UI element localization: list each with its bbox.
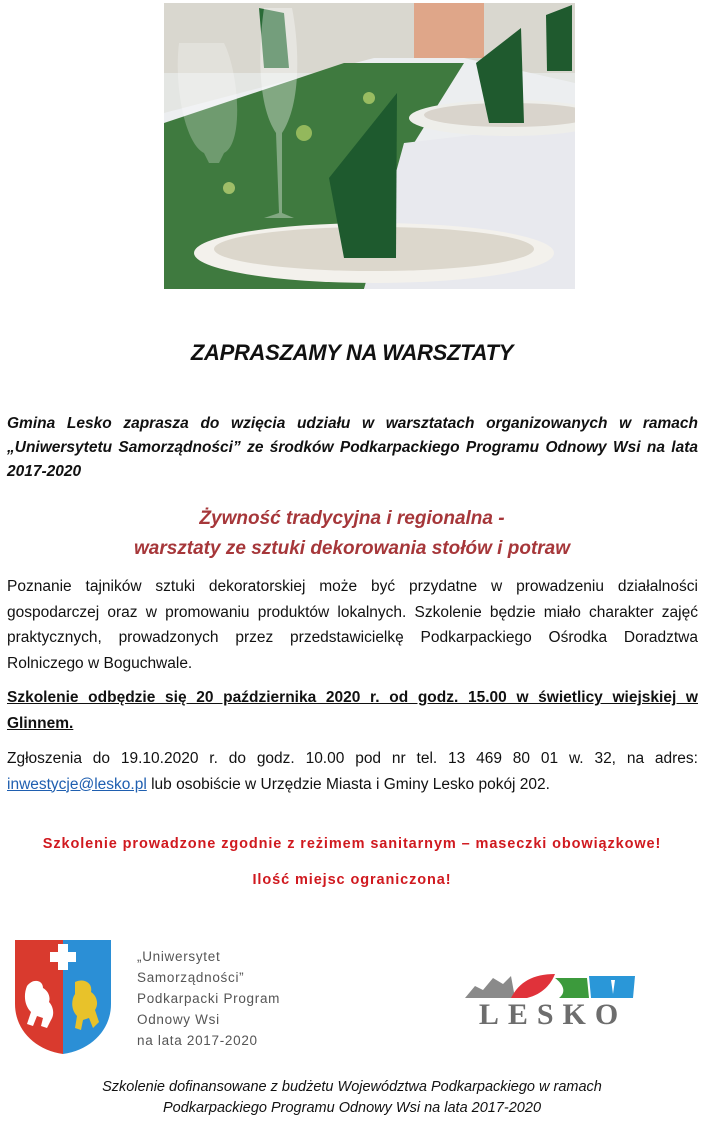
program-line: Odnowy Wsi [137, 1012, 220, 1027]
header-photo [164, 3, 575, 289]
subtitle-line-1: Żywność tradycyjna i regionalna - [199, 508, 505, 529]
lesko-logo-text: LESKO [478, 998, 628, 1031]
program-line: Podkarpacki Program [137, 991, 281, 1006]
event-info: Szkolenie odbędzie się 20 października 2020 r. od godz. 15.00 w świetlicy wiejskiej w Glinnem. [7, 689, 698, 732]
registration-text-before: Zgłoszenia do 19.10.2020 r. do godz. 10.00 pod nr tel. 13 469 80 01 w. 32, na adres: [7, 750, 698, 767]
program-line: na lata 2017-2020 [137, 1033, 258, 1048]
page-title: ZAPRASZAMY NA WARSZTATY [190, 340, 514, 365]
subtitle-line-2: warsztaty ze sztuki dekorowania stołów i potraw [133, 538, 571, 559]
program-line: Samorządności” [137, 970, 245, 985]
footer-line-1: Szkolenie dofinansowane z budżetu Województwa Podkarpackiego w ramach [102, 1079, 602, 1095]
footer-line-2: Podkarpackiego Programu Odnowy Wsi na lata 2017-2020 [162, 1100, 542, 1116]
program-logo-text [137, 946, 280, 1051]
registration-text-after: lub osobiście w Urzędzie Miasta i Gminy Lesko pokój 202. [146, 775, 550, 793]
table-setting-image [164, 3, 575, 289]
footer-note [0, 1077, 704, 1119]
podkarpackie-crest-icon [13, 938, 113, 1056]
program-line: „Uniwersytet [137, 949, 221, 964]
description-paragraph: Poznanie tajników sztuki dekoratorskiej może być przydatne w prowadzeniu działalności gospodarczej oraz w promowaniu produktów lokalnych. Szkolenie będzie miało charakter zajęć praktycznych, prowadzonych przez przedstawicielkę Podkarpackiego Ośrodka Doradztwa Rolniczego w Boguchwale. [7, 578, 698, 672]
limited-seats-warning: Ilość miejsc ograniczona! [252, 872, 452, 888]
workshop-subtitle [0, 504, 704, 564]
email-link[interactable]: inwestycje@lesko.pl [7, 775, 147, 793]
intro-paragraph: Gmina Lesko zaprasza do wzięcia udziału w warsztatach organizowanych w ramach „Uniwersytetu Samorządności” ze środków Podkarpackiego Programu Odnowy Wsi na lata 2017-2020 [7, 415, 698, 480]
sanitary-warning: Szkolenie prowadzone zgodnie z reżimem sanitarnym – maseczki obowiązkowe! [42, 836, 662, 852]
registration-info [7, 746, 698, 797]
